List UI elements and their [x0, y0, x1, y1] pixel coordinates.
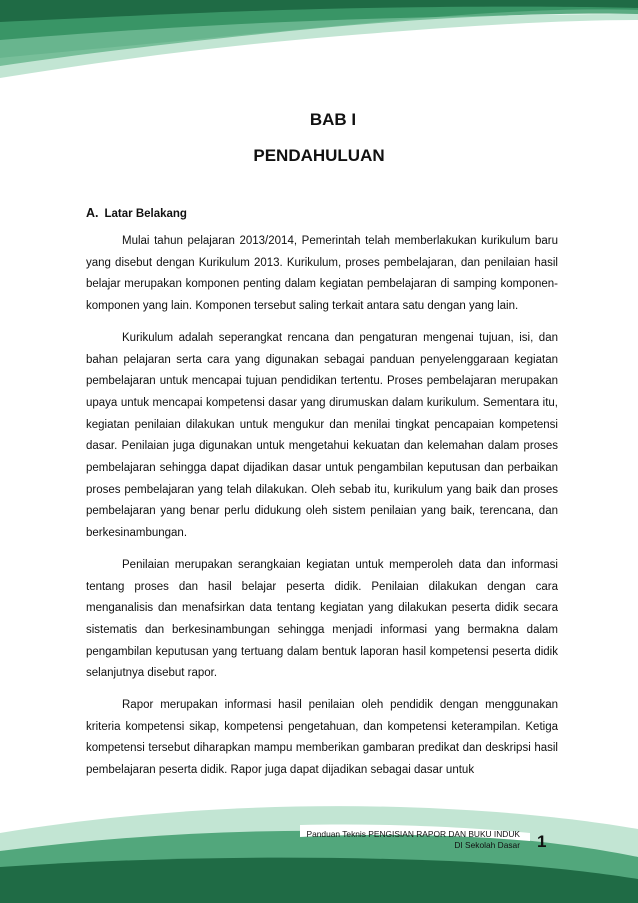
footer-text [307, 829, 520, 851]
section-title: Latar Belakang [104, 208, 187, 220]
paragraph: Penilaian merupakan serangkaian kegiatan untuk memperoleh data dan informasi tentang proses dan hasil belajar peserta didik. Penilaian dilakukan dengan cara menganalisis dan menafsirkan data tentang kegiatan yang dilakukan peserta didik secara sistematis dan berkesinambungan sehingga menjadi informasi yang bermakna dalam pengambilan keputusan yang tertuang dalam bentuk laporan hasil kompetensi peserta didik selanjutnya disebut rapor. [86, 558, 558, 680]
top-decorative-band [0, 0, 638, 90]
chapter-title: PENDAHULUAN [253, 146, 385, 165]
page-number: 1 [537, 832, 547, 851]
chapter-label: BAB I [309, 110, 357, 129]
paragraph: Mulai tahun pelajaran 2013/2014, Pemerintah telah memberlakukan kurikulum baru yang disebut dengan Kurikulum 2013. Kurikulum, proses pembelajaran, dan penilaian hasil belajar merupakan komponen penting dalam kegiatan pembelajaran di samping komponen-komponen yang lain. Komponen tersebut saling terkait antara satu dengan yang lain. [86, 235, 558, 313]
paragraph: Rapor merupakan informasi hasil penilaian oleh pendidik dengan menggunakan kriteria kompetensi sikap, kompetensi pengetahuan, dan kompetensi keterampilan. Ketiga kompetensi tersebut diharapkan mampu memberikan gambaran predikat dan deskripsi hasil pembelajaran peserta didik. Rapor juga dapat dijadikan sebagai dasar untuk [86, 699, 558, 777]
footer-line-2: DI Sekolah Dasar [454, 840, 520, 850]
footer-line-1: Panduan Teknis PENGISIAN RAPOR DAN BUKU INDUK [306, 829, 520, 839]
body-text [86, 231, 558, 792]
paragraph: Kurikulum adalah seperangkat rencana dan pengaturan mengenai tujuan, isi, dan bahan pelajaran serta cara yang digunakan sebagai panduan penyelenggaraan kegiatan pembelajaran untuk mencapai tujuan pendidikan tertentu. Proses pembelajaran merupakan upaya untuk mencapai kompetensi dasar yang dirumuskan dalam kurikulum. Sementara itu, kegiatan penilaian dilakukan untuk mengukur dan menilai tingkat pencapaian kompetensi dasar. Penilaian juga digunakan untuk mengetahui kekuatan dan kelemahan dalam proses pembelajaran sehingga dapat dijadikan dasar untuk pengambilan keputusan dan perbaikan proses pembelajaran yang telah dilakukan. Oleh sebab itu, kurikulum yang baik dan proses pembelajaran yang benar perlu didukung oleh sistem penilaian yang baik, terencana, dan berkesinambungan. [86, 331, 558, 540]
section-letter: A. [86, 206, 99, 220]
section-heading [86, 206, 187, 220]
